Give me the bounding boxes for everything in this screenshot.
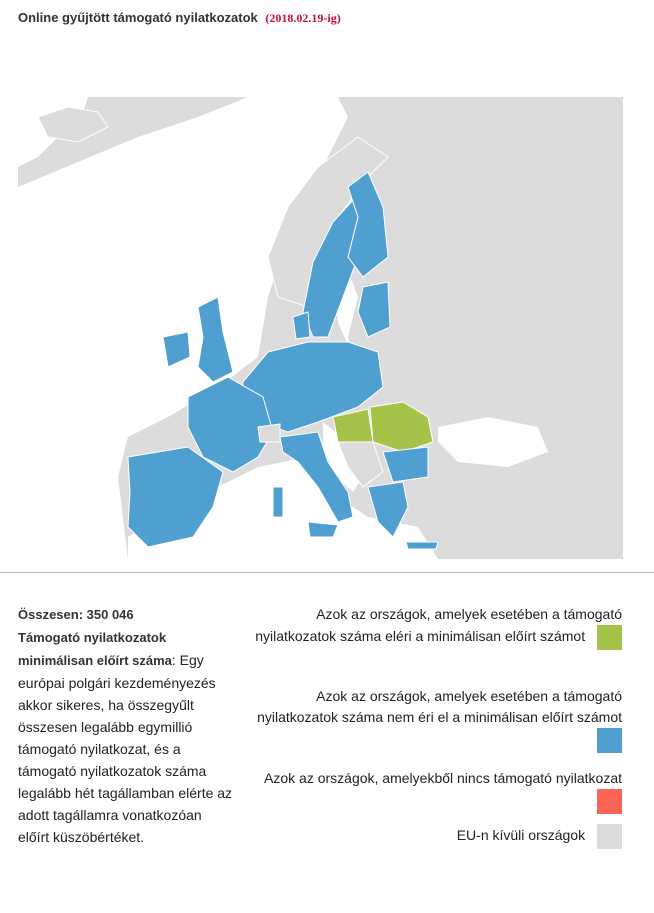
total-count: Összesen: 350 046 [18, 607, 134, 622]
legend-swatch-none [597, 789, 622, 814]
legend-item-non-eu [250, 824, 622, 849]
legend-swatch-non-eu [597, 824, 622, 849]
date-label: (2018.02.19-ig) [265, 11, 341, 25]
minimum-label: Támogató nyilatkozatok minimálisan előírt száma [18, 630, 172, 668]
page-title: Online gyűjtött támogató nyilatkozatok [18, 10, 258, 25]
legend-item-none [250, 768, 622, 814]
switzerland [258, 424, 280, 442]
legend-label-non-eu: EU-n kívüli országok [456, 827, 586, 844]
legend-label-reached: Azok az országok, amelyek esetében a támogató nyilatkozatok száma eléri a minimálisan előírt számot [255, 606, 622, 645]
legend-item-reached [250, 604, 622, 650]
denmark [293, 312, 310, 339]
legend-label-none: Azok az országok, amelyekből nincs támogató nyilatkozat [264, 770, 622, 786]
sardinia [273, 487, 283, 517]
legend-label-not-reached: Azok az országok, amelyek esetében a támogató nyilatkozatok száma nem éri el a minimálisan előírt számot [257, 688, 622, 725]
legend-swatch-reached [597, 625, 622, 650]
summary-panel [18, 604, 233, 848]
legend-swatch-not-reached [597, 728, 622, 753]
europe-map [18, 97, 623, 559]
section-divider [0, 572, 654, 573]
minimum-description: : Egy európai polgári kezdeményezés akkor sikeres, ha összegyűlt összesen legalább egymillió támogató nyilatkozat, és a támogató nyilatkozatok száma legalább hét tagállamban elérte az adott tagállamra vonatkozóan előírt küszöbértéket. [18, 652, 233, 845]
chart-header [18, 10, 341, 26]
crete [406, 542, 438, 549]
sicily [308, 522, 338, 537]
europe-map-svg [18, 97, 623, 559]
legend-item-not-reached [250, 686, 622, 753]
